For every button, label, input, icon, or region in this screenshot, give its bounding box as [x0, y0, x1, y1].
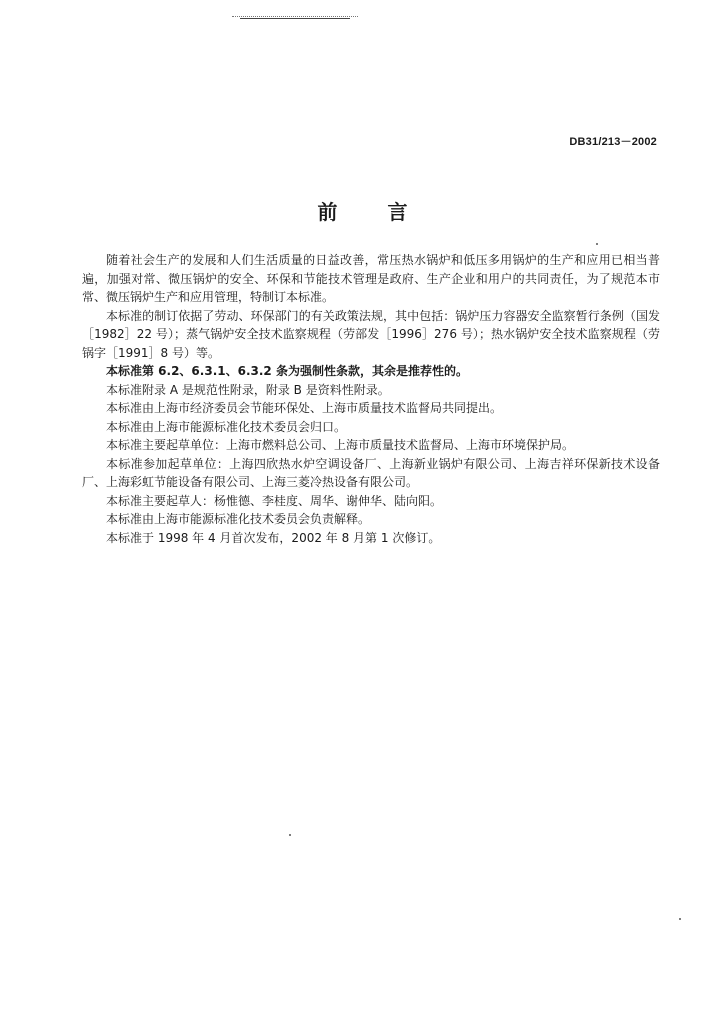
paragraph-drafting-persons: 本标准主要起草人：杨惟德、李桂度、周华、谢伸华、陆向阳。 [106, 493, 443, 508]
paragraph-mandatory-clauses: 本标准第 6.2、6.3.1、6.3.2 条为强制性条款，其余是推荐性的。 [106, 364, 468, 378]
paragraph-participating-drafters: 本标准参加起草单位：上海四欣热水炉空调设备厂、上海新业锅炉有限公司、上海吉祥环保新技术设备厂、上海彩虹节能设备有限公司、上海三菱冷热设备有限公司。 [82, 456, 660, 489]
header-rule [240, 18, 350, 19]
scan-speck [679, 918, 681, 920]
document-code: DB31/213－2002 [569, 136, 657, 148]
paragraph-background: 随着社会生产的发展和人们生活质量的日益改善，常压热水锅炉和低压多用锅炉的生产和应用已相当普遍，加强对常、微压锅炉的安全、环保和节能技术管理是政府、生产企业和用户的共同责任，为了规范本市常、微压锅炉生产和应用管理，特制订本标准。 [82, 253, 660, 304]
scan-speck [596, 243, 598, 245]
scan-speck [289, 834, 291, 836]
paragraph-centralized-by: 本标准由上海市能源标准化技术委员会归口。 [106, 419, 347, 434]
paragraph-issue-history: 本标准于 1998 年 4 月首次发布，2002 年 8 月第 1 次修订。 [106, 530, 441, 545]
paragraph-main-drafters: 本标准主要起草单位：上海市燃料总公司、上海市质量技术监督局、上海市环境保护局。 [106, 438, 575, 452]
paragraph-interpretation: 本标准由上海市能源标准化技术委员会负责解释。 [106, 512, 371, 526]
paragraph-basis: 本标准的制订依据了劳动、环保部门的有关政策法规，其中包括：锅炉压力容器安全监察暂行条例（国发［1982］22 号）；蒸气锅炉安全技术监察规程（劳部发［1996］276 号）；热水锅炉安全技术监察规程（劳锅字［1991］8 号）等。 [82, 308, 660, 360]
page-title: 前言 [317, 200, 458, 224]
paragraph-appendices: 本标准附录 A 是规范性附录，附录 B 是资料性附录。 [106, 382, 390, 397]
paragraph-proposed-by: 本标准由上海市经济委员会节能环保处、上海市质量技术监督局共同提出。 [106, 401, 503, 415]
body-text [82, 251, 660, 547]
